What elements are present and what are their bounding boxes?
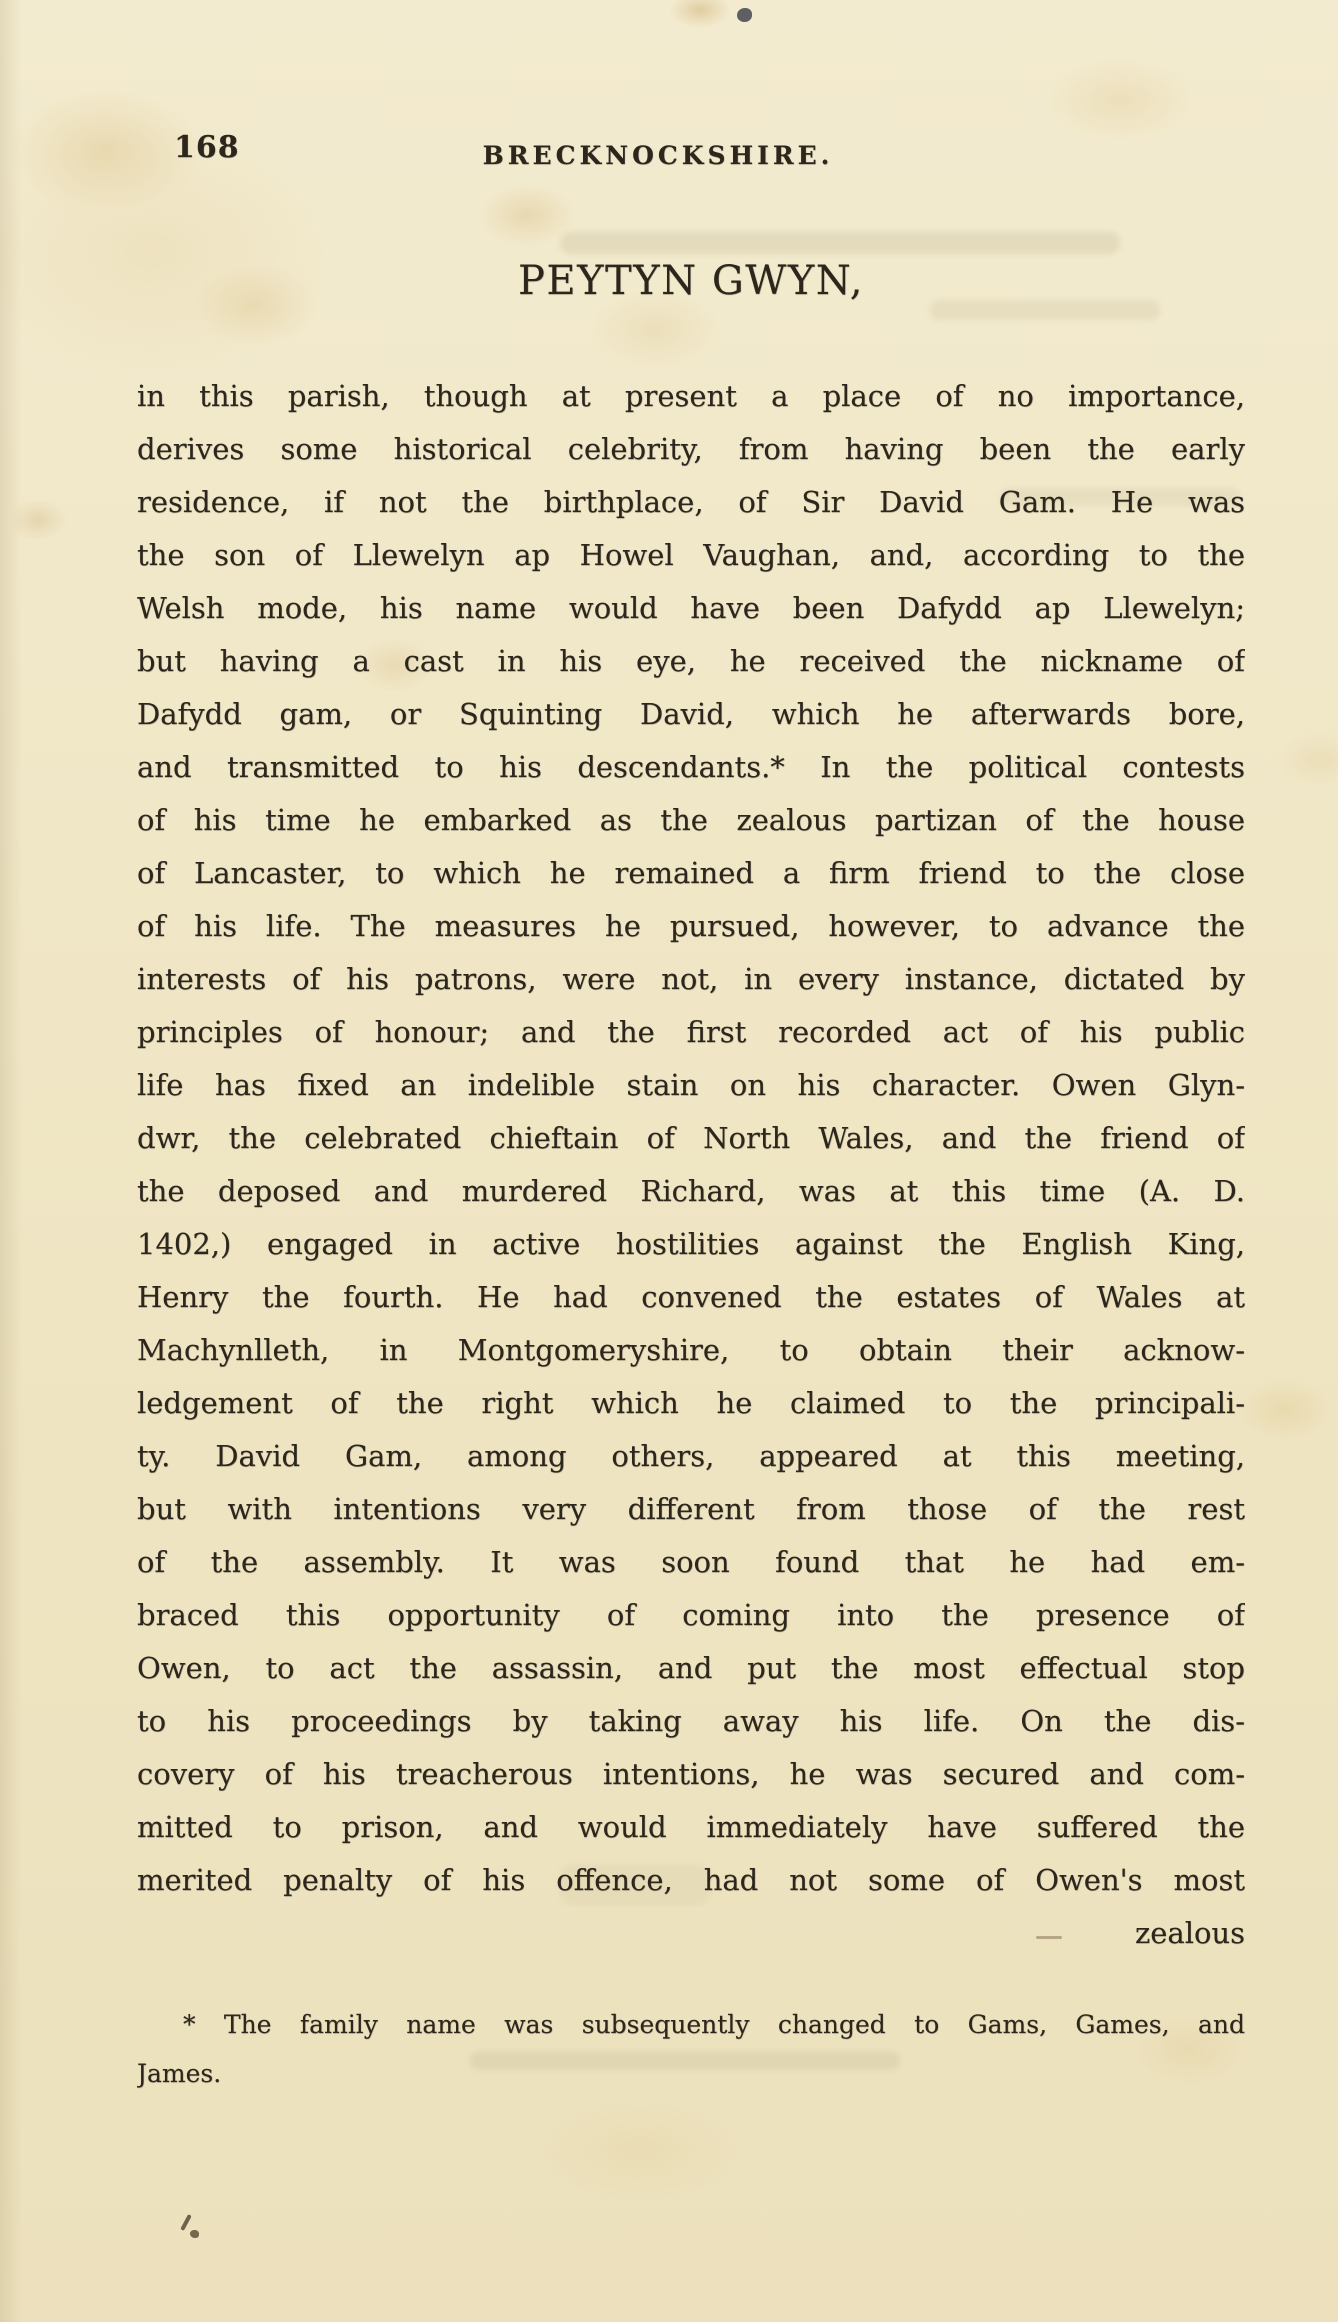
text-line: of the assembly. It was soon found that he had em- bbox=[137, 1545, 1245, 1579]
footnote bbox=[137, 2000, 1245, 2098]
page-number: 168 bbox=[174, 130, 240, 165]
footnote-line: James. bbox=[137, 2059, 222, 2088]
text-line: 1402,) engaged in active hostilities against the English King, bbox=[137, 1227, 1245, 1261]
body-text bbox=[137, 370, 1245, 1960]
text-line: derives some historical celebrity, from having been the early bbox=[137, 432, 1245, 466]
bleedthrough-smudge bbox=[560, 232, 1120, 254]
text-line: to his proceedings by taking away his life. On the dis- bbox=[137, 1704, 1245, 1738]
text-line: principles of honour; and the first recorded act of his public bbox=[137, 1015, 1245, 1049]
text-line: the deposed and murdered Richard, was at this time (A. D. bbox=[137, 1174, 1245, 1208]
text-line: ty. David Gam, among others, appeared at this meeting, bbox=[137, 1439, 1245, 1473]
text-line: mitted to prison, and would immediately have suffered the bbox=[137, 1810, 1245, 1844]
text-line: interests of his patrons, were not, in every instance, dictated by bbox=[137, 962, 1245, 996]
footnote-line: * The family name was subsequently changed to Gams, Games, and bbox=[183, 2010, 1245, 2039]
text-line: merited penalty of his offence, had not some of Owen's most bbox=[137, 1863, 1245, 1897]
text-line: Owen, to act the assassin, and put the most effectual stop bbox=[137, 1651, 1245, 1685]
text-line: of his time he embarked as the zealous partizan of the house bbox=[137, 803, 1245, 837]
text-line: the son of Llewelyn ap Howel Vaughan, and, according to the bbox=[137, 538, 1245, 572]
text-line: Henry the fourth. He had convened the estates of Wales at bbox=[137, 1280, 1245, 1314]
text-line: life has fixed an indelible stain on his character. Owen Glyn- bbox=[137, 1068, 1245, 1102]
text-line: covery of his treacherous intentions, he was secured and com- bbox=[137, 1757, 1245, 1791]
section-title: PEYTYN GWYN, bbox=[518, 258, 864, 304]
text-line: Welsh mode, his name would have been Dafydd ap Llewelyn; bbox=[137, 591, 1245, 625]
text-line: dwr, the celebrated chieftain of North Wales, and the friend of bbox=[137, 1121, 1245, 1155]
running-head: BRECKNOCKSHIRE. bbox=[482, 141, 834, 170]
text-line: but with intentions very different from those of the rest bbox=[137, 1492, 1245, 1526]
ink-speck bbox=[737, 8, 752, 22]
text-line: braced this opportunity of coming into the presence of bbox=[137, 1598, 1245, 1632]
pen-mark bbox=[180, 2214, 192, 2231]
text-line: and transmitted to his descendants.* In the political contests bbox=[137, 750, 1245, 784]
text-line: but having a cast in his eye, he received the nickname of bbox=[137, 644, 1245, 678]
text-line: ledgement of the right which he claimed to the principali- bbox=[137, 1386, 1245, 1420]
catchword: zealous bbox=[1134, 1916, 1245, 1950]
text-line: Machynlleth, in Montgomeryshire, to obtain their acknow- bbox=[137, 1333, 1245, 1367]
text-line: residence, if not the birthplace, of Sir David Gam. He was bbox=[137, 485, 1245, 519]
pen-mark bbox=[190, 2230, 199, 2238]
text-line: in this parish, though at present a place of no importance, bbox=[137, 379, 1245, 413]
text-line: of Lancaster, to which he remained a firm friend to the close bbox=[137, 856, 1245, 890]
text-line: of his life. The measures he pursued, however, to advance the bbox=[137, 909, 1245, 943]
text-line: Dafydd gam, or Squinting David, which he afterwards bore, bbox=[137, 697, 1245, 731]
